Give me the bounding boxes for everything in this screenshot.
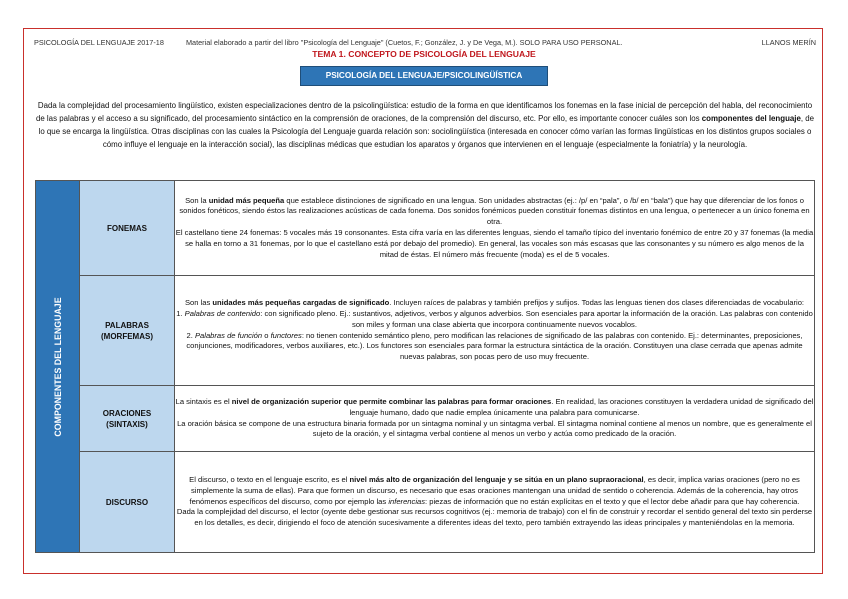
- desc-paragraph: La oración básica se compone de una estructura binaria formada por un sintagma nominal y un sintagma verbal. El sintagma nominal contiene al menos un nombre, que es generalmente el sujeto de la oración, y el sintagma verbal contiene al menos un verbo y actúa como predicado de la oración.: [177, 418, 812, 439]
- side-header-label: COMPONENTES DEL LENGUAJE: [52, 296, 63, 437]
- intro-text-2: , de lo que se encarga la lingüística. Otras disciplinas con las cuales la Psicología del Lenguaje guarda relación son: sociolingüística (interesada en conocer cómo varían las formas lingüísticas en los distintos grupos sociales o cómo influye el lenguaje en la interacción social), las disciplinas médicas que estudian los aparatos y órganos que intervienen en el lenguaje (especialmente la foniatría) y la neurología.: [38, 113, 815, 149]
- section-banner: PSICOLOGÍA DEL LENGUAJE/PSICOLINGÜÍSTICA: [300, 66, 548, 86]
- row-desc-oraciones: [175, 386, 815, 452]
- desc-bold: nivel de organización superior que permite combinar las palabras para formar oraciones: [231, 396, 552, 406]
- course-label: PSICOLOGÍA DEL LENGUAJE 2017-18: [34, 38, 164, 47]
- row-label-oraciones: [80, 386, 175, 452]
- desc-text: : no tienen contenido semántico pleno, pero modifican las relaciones de significado de las palabras con contenido. Ej.: determinantes, preposiciones, conjunciones, modificadores, verbos auxiliares, etc.). Los functores son esenciales para formar la estructura sintáctica de la oración. Constituyen una clase cerrada que apenas admite nuevas palabras, son pocas pero de uso muy frecuente.: [186, 330, 803, 362]
- desc-paragraph: Dada la complejidad del discurso, el lector (oyente debe gestionar sus recursos cognitivos (ej.: memoria de trabajo) con el fin de construir y recordar el sentido general del texto sin perderse en los detalles, es decir, dirigiendo el foco de atención sucesivamente a diferentes ideas del texto, pero también extrayendo las ideas principales y manteniéndolas en la memoria.: [176, 507, 813, 528]
- row-desc-discurso: [175, 452, 815, 553]
- author-name: LLANOS MERÍN: [761, 38, 816, 47]
- desc-text: , es decir, implica varias oraciones (pero no es simplemente la suma de ellas). Para que formen un discurso, es necesario que esas oraciones mantengan una unidad de sentido o coherencia. Además de la coherencia, hay otros fenómenos específicos del discurso, como por ejemplo las: [189, 475, 800, 506]
- row-label-subtext: (MORFEMAS): [101, 331, 153, 341]
- table-row: [36, 276, 815, 386]
- table-row: [36, 181, 815, 276]
- source-note: Material elaborado a partir del libro "Psicología del Lenguaje" (Cuetos, F.; González, J. y De Vega, M.). SOLO PARA USO PERSONAL.: [185, 38, 623, 47]
- intro-bold: componentes del lenguaje: [701, 113, 801, 123]
- desc-italic: Palabras de función: [194, 330, 263, 340]
- row-label-text: ORACIONES: [102, 408, 152, 418]
- desc-bold: unidad más pequeña: [208, 195, 285, 205]
- desc-text: Son la: [185, 195, 209, 205]
- desc-bold: nivel más alto de organización del lenguaje y se sitúa en un plano supraoracional: [349, 475, 644, 484]
- desc-text: que establece distinciones de significado en una lengua. Son unidades abstractas (ej.: /p/ en “pala”, o /b/ en “bala”) que hay que diferenciar de los fonos o sonidos fonéticos, siendo éstos las realizaciones acústicas de cada fonema. Dos sonidos fonémicos pueden constituir fonemas distintos en una lengua, o pertenecer a un único fonema en otra.: [179, 195, 810, 227]
- desc-text: 1.: [176, 308, 185, 318]
- desc-paragraph: [175, 196, 814, 228]
- desc-bold: unidades más pequeñas cargadas de significado: [212, 298, 390, 308]
- desc-paragraph: El castellano tiene 24 fonemas: 5 vocales más 19 consonantes. Esta cifra varía en las diferentes lenguas, siendo el tamaño típico del inventario fonémico de entre 20 y 37 fonemas (la media se halla en torno a 31 fonemas, por lo que el castellano está por debajo del promedio). En general, las vocales son más escasas que las consonantes y su número es algo menos de la mitad de éstas. El número más frecuente (moda) es el de 5 vocales.: [175, 228, 814, 259]
- desc-paragraph: [175, 475, 814, 507]
- desc-text: 2.: [186, 330, 195, 340]
- page-header: [34, 38, 816, 47]
- desc-text: . Incluyen raíces de palabras y también prefijos y sufijos. Todas las lenguas tienen dos clases diferenciadas de vocabulario:: [389, 298, 805, 308]
- desc-text: : con significado pleno. Ej.: sustantivos, adjetivos, verbos y algunos adverbios. Son esenciales para aportar la información de la oración. Las palabras con contenido son miles y forman una clase abierta que incorpora continuamente nuevos vocablos.: [260, 308, 813, 329]
- intro-text-1: Dada la complejidad del procesamiento lingüístico, existen especializaciones dentro de la psicolingüística: estudio de la forma en que identificamos los fonemas en la fase inicial de percepción del habla, del reconocimiento de las palabras y el acceso a su significado, del procesamiento sintáctico en la comprensión de oraciones, de la comprensión del discurso, etc. Por ello, es importante conocer cuáles son los: [35, 101, 813, 123]
- row-desc-fonemas: [175, 181, 815, 276]
- desc-text: . En realidad, las oraciones constituyen la verdadera unidad de significado del lenguaje humano, dado que nadie emplea únicamente una palabra para comunicarse.: [349, 396, 814, 417]
- row-desc-palabras: [175, 276, 815, 386]
- desc-italic: inferencias: [388, 496, 426, 506]
- desc-text: La sintaxis es el: [175, 396, 232, 406]
- row-label-palabras: [80, 276, 175, 386]
- row-label-fonemas: [80, 181, 175, 276]
- side-header-cell: [36, 181, 80, 553]
- desc-italic: Palabras de contenido: [184, 308, 261, 318]
- desc-italic: functores: [270, 330, 302, 340]
- desc-paragraph: [175, 331, 814, 363]
- desc-paragraph: [175, 309, 814, 331]
- desc-text: o: [262, 330, 271, 340]
- table-row: [36, 386, 815, 452]
- desc-paragraph: [175, 298, 814, 309]
- desc-text: Son las: [184, 298, 213, 308]
- row-label-text: FONEMAS: [107, 223, 147, 233]
- row-label-text: PALABRAS: [105, 320, 149, 330]
- row-label-discurso: [80, 452, 175, 553]
- table-row: [36, 452, 815, 553]
- desc-paragraph: [175, 397, 814, 419]
- desc-text: : piezas de información que no están explícitas en el texto y que el lector debe añadir para que hay coherencia.: [425, 496, 800, 506]
- components-table: [35, 180, 815, 553]
- desc-text: El discurso, o texto en el lenguaje escrito, es el: [189, 475, 350, 484]
- row-label-subtext: (SINTAXIS): [106, 419, 148, 429]
- topic-title: TEMA 1. CONCEPTO DE PSICOLOGÍA DEL LENGUAJE: [312, 49, 536, 59]
- intro-paragraph: [34, 100, 816, 152]
- row-label-text: DISCURSO: [105, 497, 149, 507]
